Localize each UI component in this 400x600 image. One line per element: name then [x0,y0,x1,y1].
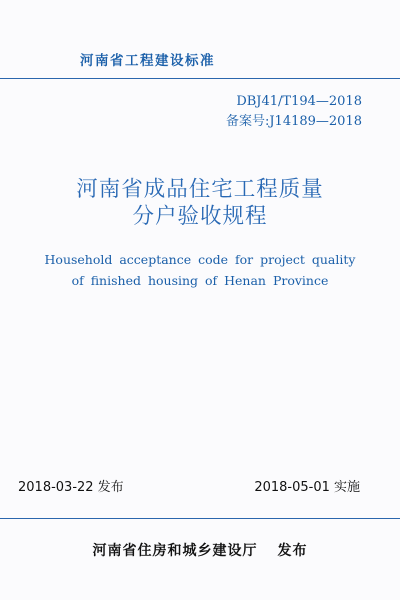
chinese-title-line-2: 分户验收规程 [132,204,268,229]
top-divider [0,78,400,79]
publisher-line [0,540,400,560]
english-title-line-1: Household acceptance code for project quality [44,252,356,267]
publisher-action: 发布 [277,543,308,559]
publisher-name: 河南省住房和城乡建设厅 [92,543,258,559]
standard-series-title: 河南省工程建设标准 [80,53,215,69]
english-title-line-2: of finished housing of Henan Province [71,273,329,288]
record-number: 备案号:J14189—2018 [225,114,362,129]
issue-date: 2018-03-22 发布 [18,480,124,495]
chinese-title-line-1: 河南省成品住宅工程质量 [76,177,324,202]
standard-codes [226,92,362,132]
standard-number: DBJ41/T194—2018 [236,94,362,109]
implementation-date: 2018-05-01 实施 [254,480,360,495]
bottom-divider [0,518,400,519]
